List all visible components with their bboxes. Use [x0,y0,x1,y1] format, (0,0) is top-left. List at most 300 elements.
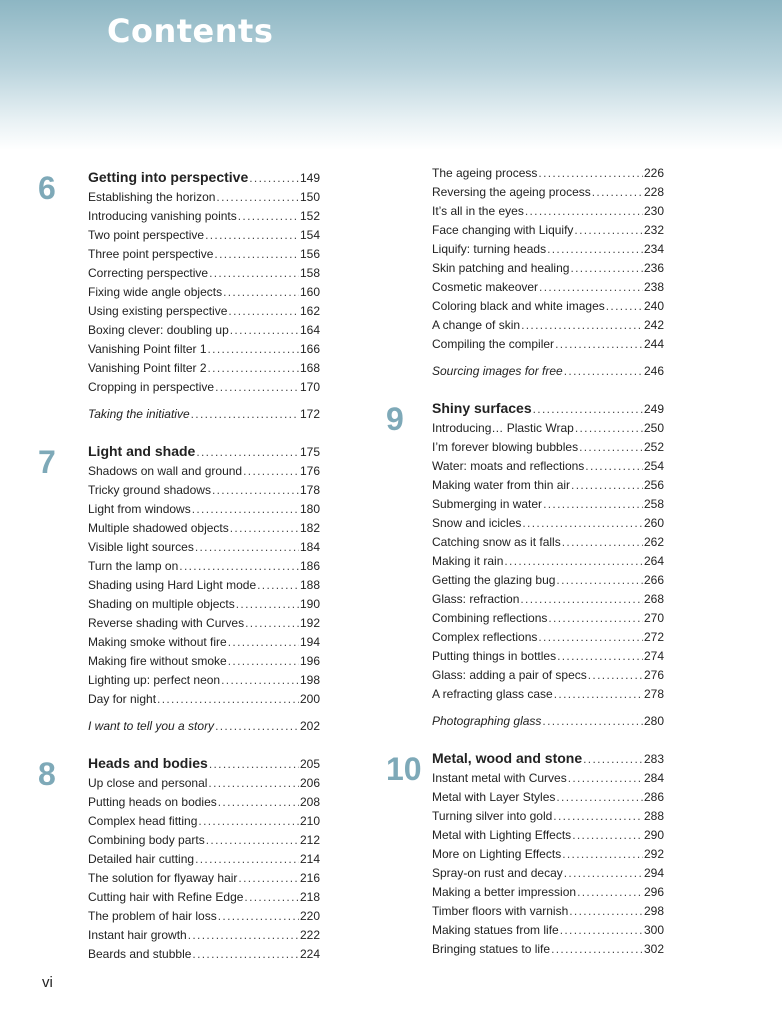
toc-entry-page: 276 [643,668,664,682]
feature-entry-page: 172 [299,407,320,421]
leader-dots [192,500,299,519]
toc-entry[interactable] [432,533,664,552]
leader-dots [215,717,299,736]
toc-entry[interactable] [88,633,320,652]
toc-entry-page: 254 [643,459,664,473]
feature-entry[interactable] [88,717,320,736]
toc-entry[interactable] [432,647,664,666]
toc-entry-page: 154 [299,228,320,242]
toc-entry-title: A change of skin [432,318,521,332]
toc-entry-title: Making it rain [432,554,504,568]
chapter-block [432,164,664,381]
toc-entry[interactable] [88,690,320,709]
toc-entry[interactable] [432,457,664,476]
toc-entry-page: 284 [643,771,664,785]
toc-entry[interactable] [432,259,664,278]
toc-entry-page: 194 [299,635,320,649]
chapter-heading[interactable] [88,166,320,188]
toc-entry-page: 290 [643,828,664,842]
toc-entry[interactable] [432,921,664,940]
toc-entry[interactable] [88,264,320,283]
chapter-number: 7 [38,444,56,480]
toc-entry-page: 216 [299,871,320,885]
toc-entry-page: 206 [299,776,320,790]
toc-entry-page: 286 [643,790,664,804]
leader-dots [542,712,643,731]
toc-entry-title: Cosmetic makeover [432,280,539,294]
toc-entry[interactable] [88,888,320,907]
toc-entry[interactable] [88,481,320,500]
toc-entry-title: Metal with Lighting Effects [432,828,572,842]
toc-entry-title: Tricky ground shadows [88,483,211,497]
toc-entry-title: Day for night [88,692,157,706]
toc-entry-title: Metal with Layer Styles [432,790,556,804]
toc-entry-title: A refracting glass case [432,687,553,701]
leader-dots [228,652,299,671]
leader-dots [188,926,299,945]
toc-entry-title: Making a better impression [432,885,577,899]
leader-dots [208,359,299,378]
leader-dots [206,831,299,850]
toc-entry-title: More on Lighting Effects [432,847,562,861]
leader-dots [522,514,643,533]
toc-entry-title: Detailed hair cutting [88,852,195,866]
toc-entry-page: 210 [299,814,320,828]
toc-entry[interactable] [88,462,320,481]
leader-dots [547,240,643,259]
toc-entry[interactable] [88,538,320,557]
feature-entry[interactable] [432,712,664,731]
toc-entry[interactable] [88,188,320,207]
leader-dots [553,807,643,826]
toc-entry-page: 218 [299,890,320,904]
toc-entry-title: Shadows on wall and ground [88,464,243,478]
leader-dots [221,671,299,690]
toc-entry-title: Boxing clever: doubling up [88,323,229,337]
toc-entry[interactable] [432,335,664,354]
toc-entry[interactable] [432,221,664,240]
leader-dots [606,297,643,316]
toc-entry-title: Putting heads on bodies [88,795,217,809]
leader-dots [579,438,643,457]
leader-dots [557,647,643,666]
header-band [0,0,782,150]
toc-entry-page: 298 [643,904,664,918]
toc-entry-title: Cropping in perspective [88,380,215,394]
toc-entry-page: 228 [643,185,664,199]
chapter-block [38,440,320,736]
leader-dots [583,748,643,770]
leader-dots [574,221,643,240]
toc-entry-page: 264 [643,554,664,568]
toc-entry[interactable] [432,940,664,959]
toc-entry[interactable] [432,183,664,202]
toc-entry[interactable] [88,378,320,397]
leader-dots [556,571,643,590]
toc-entry-page: 170 [299,380,320,394]
toc-entry[interactable] [88,576,320,595]
leader-dots [236,595,299,614]
toc-entry[interactable] [88,831,320,850]
feature-entry-page: 246 [643,364,664,378]
leader-dots [238,207,299,226]
toc-entry-title: The ageing process [432,166,538,180]
toc-entry-page: 292 [643,847,664,861]
chapter-heading-title: Getting into perspective [88,169,249,185]
toc-entry-page: 244 [643,337,664,351]
toc-entry-title: Correcting perspective [88,266,209,280]
chapter-heading-title: Shiny surfaces [432,400,532,416]
chapter-block [38,752,320,964]
toc-entry-page: 192 [299,616,320,630]
leader-dots [562,533,643,552]
leader-dots [562,845,643,864]
toc-entry-title: Getting the glazing bug [432,573,556,587]
toc-entry-title: Glass: adding a pair of specs [432,668,587,682]
toc-entry-page: 262 [643,535,664,549]
leader-dots [564,864,643,883]
leader-dots [551,940,643,959]
toc-entry-page: 198 [299,673,320,687]
toc-entry-page: 222 [299,928,320,942]
toc-entry-title: Putting things in bottles [432,649,557,663]
toc-entry-page: 152 [299,209,320,223]
toc-entry[interactable] [432,845,664,864]
chapter-heading[interactable] [88,752,320,774]
toc-entry[interactable] [432,609,664,628]
toc-entry-title: Combining reflections [432,611,548,625]
toc-entry-page: 186 [299,559,320,573]
leader-dots [520,590,643,609]
chapter-block [38,166,320,424]
toc-entry[interactable] [88,652,320,671]
leader-dots [575,419,643,438]
toc-entry-page: 184 [299,540,320,554]
toc-entry-title: Making fire without smoke [88,654,227,668]
toc-entry[interactable] [88,945,320,964]
toc-entry-page: 288 [643,809,664,823]
toc-entry[interactable] [432,685,664,704]
toc-column-left [38,164,320,964]
toc-entry-page: 224 [299,947,320,961]
toc-entry-page: 268 [643,592,664,606]
toc-entry-page: 190 [299,597,320,611]
chapter-heading[interactable] [432,397,664,419]
leader-dots [572,826,643,845]
toc-entry-title: Vanishing Point filter 2 [88,361,207,375]
leader-dots [521,316,643,335]
leader-dots [569,902,643,921]
leader-dots [245,614,299,633]
toc-entry-page: 236 [643,261,664,275]
toc-entry[interactable] [432,278,664,297]
leader-dots [216,188,299,207]
leader-dots [238,869,299,888]
toc-entry-title: The problem of hair loss [88,909,217,923]
toc-entry-title: Making water from thin air [432,478,571,492]
chapter-heading-title: Light and shade [88,443,196,459]
leader-dots [198,812,299,831]
toc-entry-page: 278 [643,687,664,701]
leader-dots [209,753,299,775]
leader-dots [548,609,643,628]
toc-entry[interactable] [432,883,664,902]
toc-entry[interactable] [88,283,320,302]
leader-dots [543,495,643,514]
toc-column-right [386,164,664,959]
toc-entry-title: Complex reflections [432,630,538,644]
toc-entry[interactable] [88,321,320,340]
leader-dots [554,685,643,704]
leader-dots [218,793,299,812]
toc-entry-title: Multiple shadowed objects [88,521,229,535]
leader-dots [244,888,299,907]
toc-entry[interactable] [432,666,664,685]
toc-entry[interactable] [88,557,320,576]
toc-entry-title: Introducing vanishing points [88,209,237,223]
toc-entry[interactable] [432,514,664,533]
toc-entry-title: It’s all in the eyes [432,204,524,218]
toc-entry-title: Introducing… Plastic Wrap [432,421,574,435]
leader-dots [230,519,299,538]
leader-dots [556,788,643,807]
toc-entry-title: Making statues from life [432,923,559,937]
toc-entry[interactable] [88,812,320,831]
toc-entry-page: 158 [299,266,320,280]
feature-entry[interactable] [432,362,664,381]
leader-dots [592,183,643,202]
toc-entry-page: 296 [643,885,664,899]
feature-entry-page: 202 [299,719,320,733]
toc-entry-title: Vanishing Point filter 1 [88,342,207,356]
leader-dots [157,690,299,709]
toc-entry[interactable] [432,495,664,514]
leader-dots [533,398,643,420]
toc-entry-title: Coloring black and white images [432,299,605,313]
leader-dots [249,167,299,189]
leader-dots [571,476,643,495]
toc-entry-page: 226 [643,166,664,180]
chapter-number: 10 [386,751,422,787]
toc-entry[interactable] [432,864,664,883]
leader-dots [179,557,299,576]
leader-dots [209,264,299,283]
leader-dots [538,628,643,647]
chapter-block [386,747,664,959]
toc-entry-title: Instant hair growth [88,928,187,942]
feature-entry-title: I want to tell you a story [88,719,215,733]
feature-entry-title: Taking the initiative [88,407,190,421]
toc-entry-title: The solution for flyaway hair [88,871,238,885]
toc-entry-page: 242 [643,318,664,332]
chapter-heading-page: 249 [643,402,664,416]
toc-entry[interactable] [88,671,320,690]
toc-entry-page: 230 [643,204,664,218]
toc-entry-title: Beards and stubble [88,947,192,961]
toc-entry[interactable] [88,850,320,869]
toc-entry-page: 164 [299,323,320,337]
toc-entry-title: Snow and icicles [432,516,522,530]
toc-entry[interactable] [88,302,320,321]
toc-entry-page: 212 [299,833,320,847]
toc-entry-title: Water: moats and reflections [432,459,585,473]
toc-entry-title: Bringing statues to life [432,942,551,956]
toc-entry-title: Submerging in water [432,497,543,511]
leader-dots [223,283,299,302]
toc-entry-title: Spray-on rust and decay [432,866,563,880]
chapter-heading-page: 175 [299,445,320,459]
toc-entry-title: Light from windows [88,502,191,516]
toc-entry-page: 294 [643,866,664,880]
toc-entry[interactable] [432,628,664,647]
toc-entry-page: 162 [299,304,320,318]
toc-entry-page: 240 [643,299,664,313]
leader-dots [195,538,299,557]
toc-entry-title: Establishing the horizon [88,190,216,204]
toc-entry-page: 238 [643,280,664,294]
leader-dots [560,921,643,940]
page-number: vi [42,974,53,991]
toc-entry[interactable] [432,297,664,316]
toc-entry-page: 260 [643,516,664,530]
toc-entry-title: Fixing wide angle objects [88,285,223,299]
leader-dots [568,769,643,788]
toc-entry[interactable] [88,245,320,264]
toc-entry-title: Up close and personal [88,776,208,790]
toc-entry[interactable] [432,902,664,921]
leader-dots [243,462,299,481]
toc-entry-title: Shading on multiple objects [88,597,235,611]
leader-dots [577,883,643,902]
toc-entry[interactable] [88,774,320,793]
leader-dots [585,457,643,476]
chapter-number: 9 [386,401,404,437]
leader-dots [538,164,643,183]
toc-entry-title: Liquify: turning heads [432,242,547,256]
toc-entry-title: Catching snow as it falls [432,535,561,549]
toc-entry[interactable] [432,769,664,788]
chapter-heading-title: Heads and bodies [88,755,208,771]
leader-dots [218,907,299,926]
toc-entry-page: 156 [299,247,320,261]
toc-entry[interactable] [88,614,320,633]
toc-entry-page: 274 [643,649,664,663]
toc-entry-page: 256 [643,478,664,492]
chapter-number: 6 [38,170,56,206]
toc-entry-page: 188 [299,578,320,592]
leader-dots [215,378,299,397]
toc-entry-page: 232 [643,223,664,237]
toc-entry-page: 266 [643,573,664,587]
toc-entry-page: 182 [299,521,320,535]
toc-entry[interactable] [88,793,320,812]
toc-entry-title: Glass: refraction [432,592,520,606]
toc-entry[interactable] [88,907,320,926]
toc-entry-page: 300 [643,923,664,937]
leader-dots [212,481,299,500]
toc-entry[interactable] [88,519,320,538]
toc-entry[interactable] [88,226,320,245]
toc-entry-title: Two point perspective [88,228,205,242]
page-title: Contents [107,12,274,50]
toc-entry[interactable] [88,340,320,359]
toc-entry[interactable] [88,500,320,519]
toc-entry[interactable] [432,826,664,845]
toc-entry-page: 166 [299,342,320,356]
toc-entry-page: 270 [643,611,664,625]
toc-entry[interactable] [432,202,664,221]
feature-entry-title: Photographing glass [432,714,542,728]
toc-entry[interactable] [88,207,320,226]
toc-entry-title: Instant metal with Curves [432,771,567,785]
toc-entry-title: Using existing perspective [88,304,228,318]
leader-dots [192,945,299,964]
toc-entry-page: 258 [643,497,664,511]
leader-dots [196,441,299,463]
toc-entry[interactable] [432,476,664,495]
chapter-heading-title: Metal, wood and stone [432,750,583,766]
toc-entry-title: Three point perspective [88,247,214,261]
toc-entry-title: Reverse shading with Curves [88,616,245,630]
toc-entry[interactable] [88,359,320,378]
leader-dots [539,278,643,297]
toc-entry[interactable] [432,807,664,826]
leader-dots [228,633,299,652]
leader-dots [228,302,299,321]
chapter-heading[interactable] [88,440,320,462]
toc-entry[interactable] [432,590,664,609]
toc-entry-title: Skin patching and healing [432,261,570,275]
toc-entry-page: 250 [643,421,664,435]
chapter-heading-page: 283 [643,752,664,766]
toc-entry-title: Complex head fitting [88,814,198,828]
toc-entry[interactable] [88,595,320,614]
toc-entry[interactable] [432,438,664,457]
toc-entry[interactable] [432,571,664,590]
toc-entry-title: Making smoke without fire [88,635,227,649]
toc-entry[interactable] [432,788,664,807]
toc-entry-title: Turning silver into gold [432,809,553,823]
toc-entry-title: Lighting up: perfect neon [88,673,221,687]
toc-entry-page: 272 [643,630,664,644]
toc-entry-page: 178 [299,483,320,497]
toc-entry-page: 168 [299,361,320,375]
toc-entry[interactable] [432,552,664,571]
toc-entry[interactable] [432,419,664,438]
leader-dots [525,202,643,221]
toc-entry[interactable] [88,926,320,945]
toc-entry[interactable] [432,164,664,183]
feature-entry[interactable] [88,405,320,424]
leader-dots [564,362,643,381]
toc-entry-page: 220 [299,909,320,923]
toc-entry[interactable] [88,869,320,888]
toc-entry[interactable] [432,316,664,335]
feature-entry-title: Sourcing images for free [432,364,563,378]
chapter-heading[interactable] [432,747,664,769]
chapter-block [386,397,664,731]
toc-entry-title: Face changing with Liquify [432,223,574,237]
feature-entry-page: 280 [643,714,664,728]
toc-entry-title: Reversing the ageing process [432,185,591,199]
leader-dots [214,245,299,264]
leader-dots [208,340,299,359]
leader-dots [205,226,299,245]
leader-dots [588,666,643,685]
toc-entry[interactable] [432,240,664,259]
leader-dots [230,321,299,340]
toc-entry-page: 200 [299,692,320,706]
